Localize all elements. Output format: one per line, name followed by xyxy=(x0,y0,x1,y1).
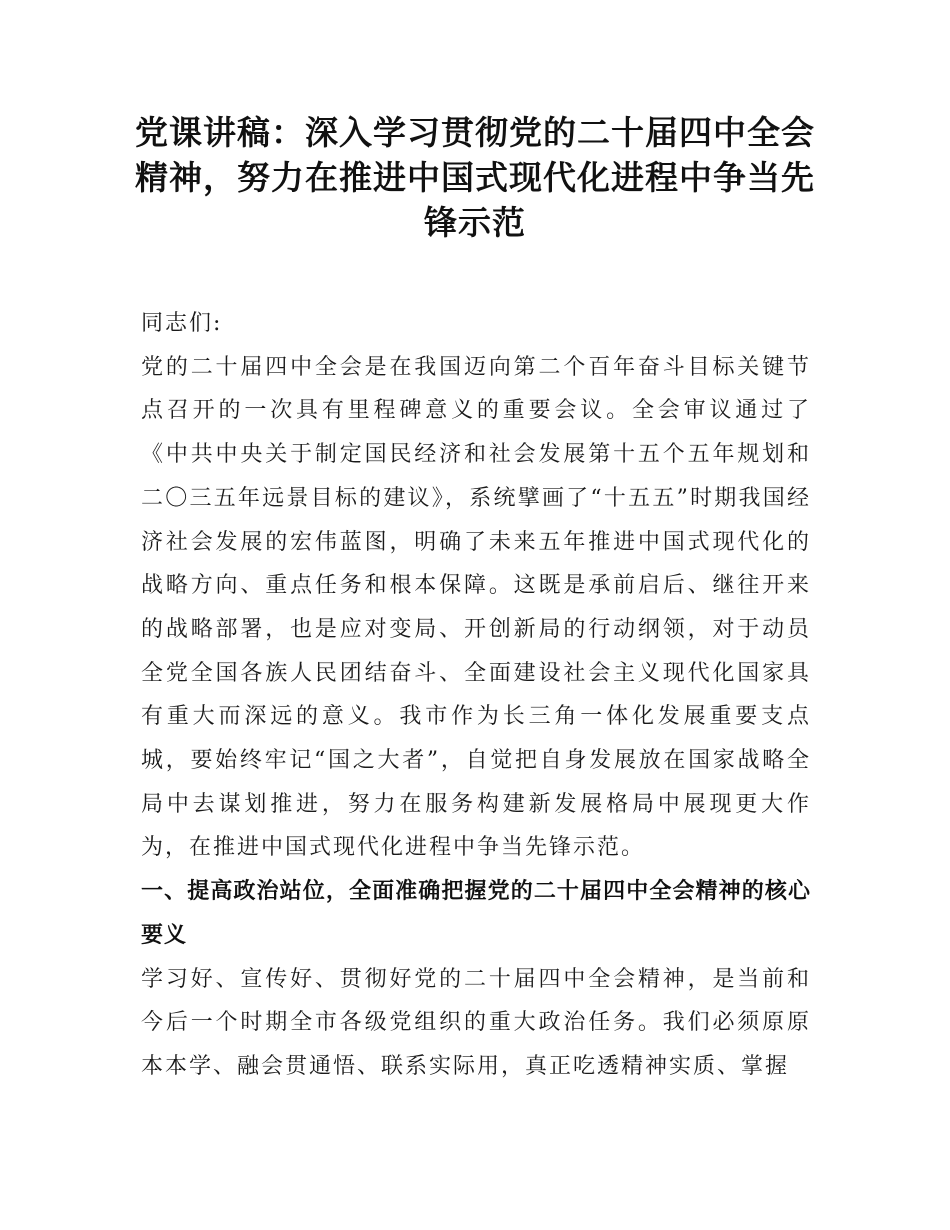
section-heading-1: 一、提高政治站位，全面准确把握党的二十届四中全会精神的核心要义 xyxy=(141,879,811,948)
intro-paragraph: 党的二十届四中全会是在我国迈向第二个百年奋斗目标关键节点召开的一次具有里程碑意义的重要会议。全会审议通过了《中共中央关于制定国民经济和社会发展第十五个五年规划和二〇三五年远景目标的建议》，系统擘画了“十五五”时期我国经济社会发展的宏伟蓝图，明确了未来五年推进中国式现代化的战略方向、重点任务和根本保障。这既是承前启后、继往开来的战略部署，也是应对变局、开创新局的行动纲领，对于动员全党全国各族人民团结奋斗、全面建设社会主义现代化国家具有重大而深远的意义。我市作为长三角一体化发展重要支点城，要始终牢记“国之大者”，自觉把自身发展放在国家战略全局中去谋划推进，努力在服务构建新发展格局中展现更大作为，在推进中国式现代化进程中争当先锋示范。 xyxy=(141,354,811,861)
section-1-paragraph: 学习好、宣传好、贯彻好党的二十届四中全会精神，是当前和今后一个时期全市各级党组织的重大政治任务。我们必须原原本本学、融会贯通悟、联系实际用，真正吃透精神实质、掌握 xyxy=(141,966,811,1079)
document-body xyxy=(141,302,811,1089)
salutation: 同志们: xyxy=(141,311,223,336)
document-title: 党课讲稿：深入学习贯彻党的二十届四中全会精神，努力在推进中国式现代化进程中争当先锋示范 xyxy=(135,113,815,242)
